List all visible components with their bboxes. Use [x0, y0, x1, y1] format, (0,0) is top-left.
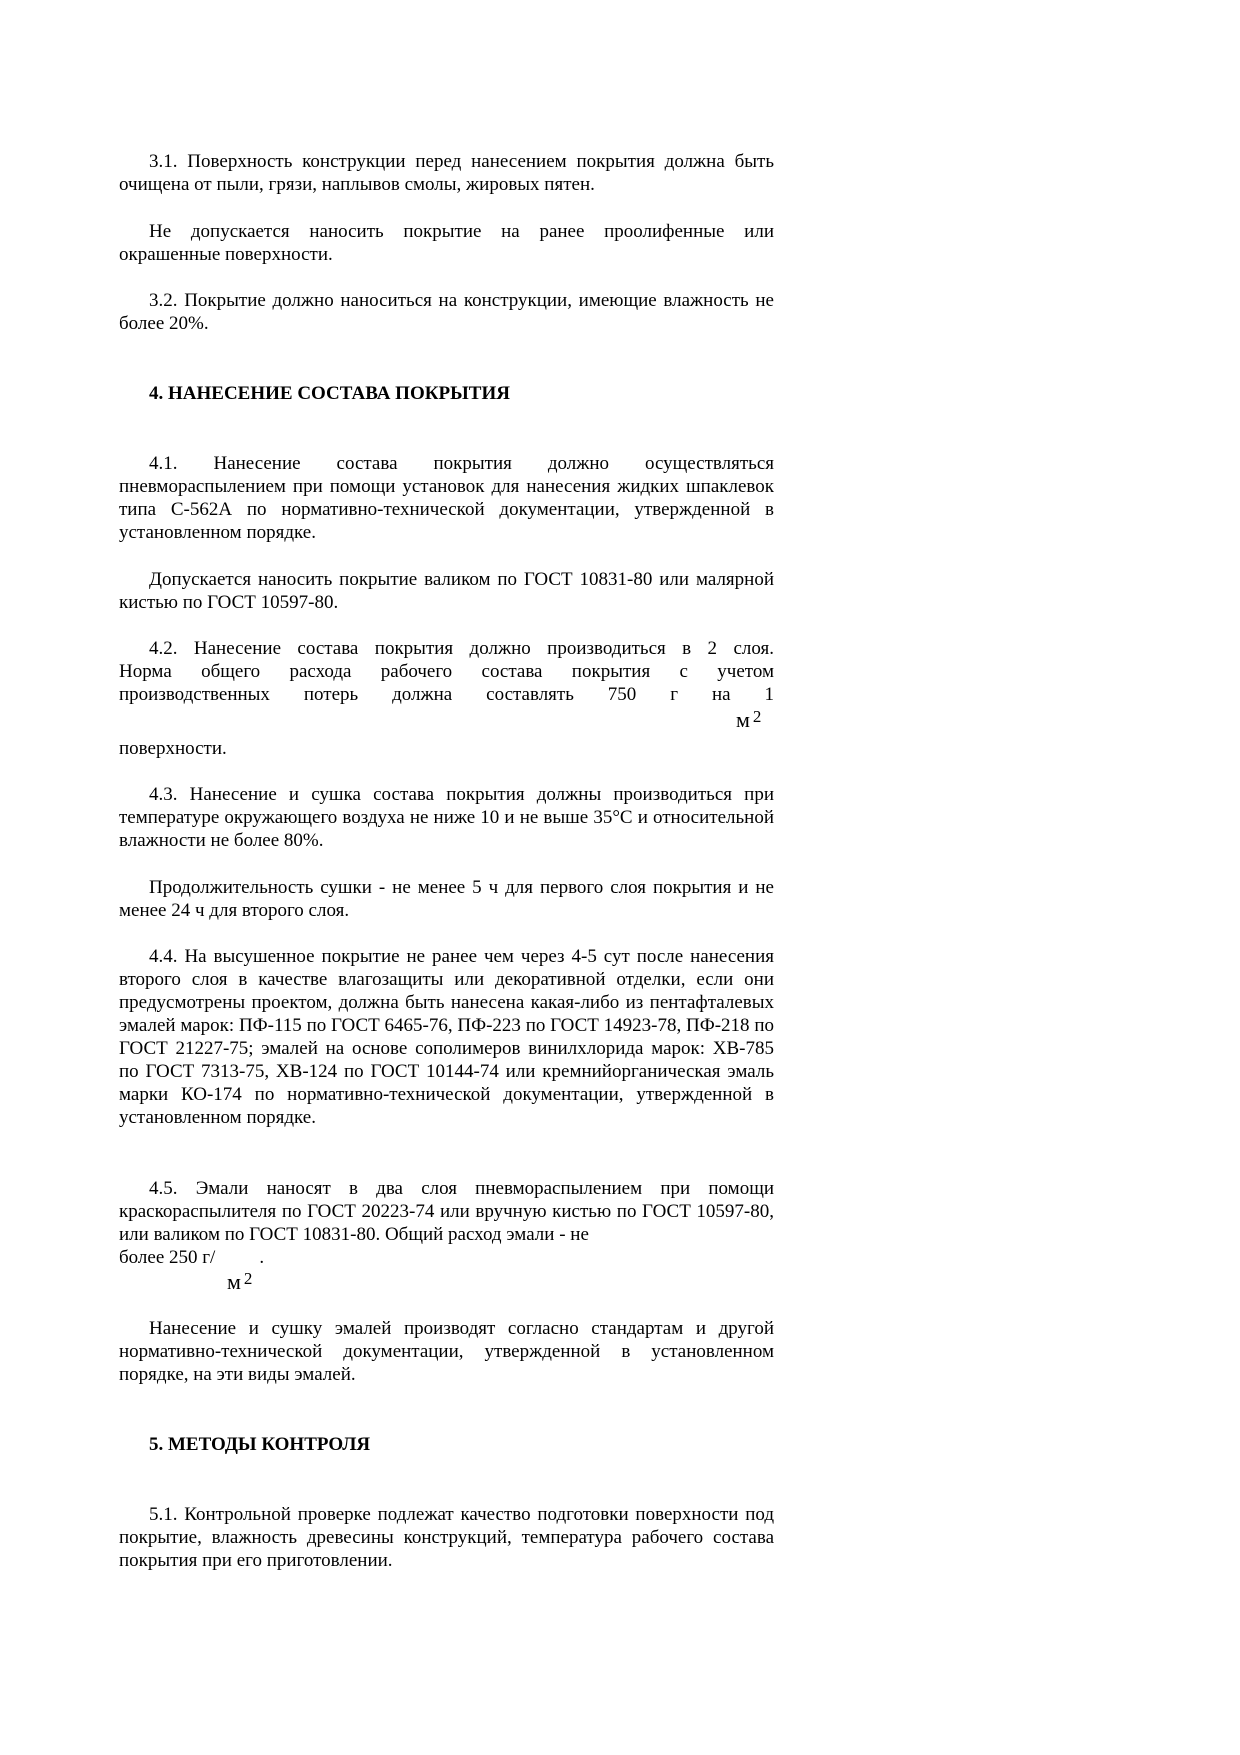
paragraph-4-1: 4.1. Нанесение состава покрытия должно осуществляться пневмораспылением при помощи установок для нанесения жидких шпаклевок типа С-562А по нормативно-технической документации, утвержденной в установленном порядке.: [119, 453, 774, 543]
paragraph-4-1-note: Допускается наносить покрытие валиком по ГОСТ 10831-80 или малярной кистью по ГОСТ 10597-80.: [119, 569, 774, 613]
paragraph-3-1: 3.1. Поверхность конструкции перед нанесением покрытия должна быть очищена от пыли, грязи, наплывов смолы, жировых пятен.: [119, 151, 774, 195]
paragraph-3-1-note: Не допускается наносить покрытие на ранее проолифенные или окрашенные поверхности.: [119, 221, 774, 265]
paragraph-4-5: 4.5. Эмали наносят в два слоя пневмораспылением при помощи краскораспылителя по ГОСТ 20223-74 или вручную кистью по ГОСТ 10597-80, или валиком по ГОСТ 10831-80. Общий расход эмали - не более 250 г/ .: [119, 1178, 774, 1268]
unit-square-meter: м $^2$: [736, 707, 762, 732]
paragraph-4-2-end: поверхности.: [119, 738, 227, 759]
paragraph-4-5-note: Нанесение и сушку эмалей производят согласно стандартам и другой нормативно-технической документации, утвержденной в установленном порядке, на эти виды эмалей.: [119, 1318, 774, 1385]
section-heading-5: 5. МЕТОДЫ КОНТРОЛЯ: [149, 1434, 371, 1455]
unit-square-meter: м $^2$: [227, 1269, 253, 1294]
paragraph-4-2: 4.2. Нанесение состава покрытия должно производиться в 2 слоя. Норма общего расхода рабочего состава покрытия с учетом производственных потерь должна составлять 750 г на 1: [119, 638, 774, 705]
paragraph-4-3: 4.3. Нанесение и сушка состава покрытия должны производиться при температуре окружающего воздуха не ниже 10 и не выше 35°С и относительной влажности не более 80%.: [119, 784, 774, 851]
paragraph-4-3-drying: Продолжительность сушки - не менее 5 ч для первого слоя покрытия и не менее 24 ч для второго слоя.: [119, 877, 774, 921]
paragraph-4-4: 4.4. На высушенное покрытие не ранее чем через 4-5 сут после нанесения второго слоя в качестве влагозащиты или декоративной отделки, если они предусмотрены проектом, должна быть нанесена какая-либо из пентафталевых эмалей марок: ПФ-115 по ГОСТ 6465-76, ПФ-223 по ГОСТ 14923-78, ПФ-218 по ГОСТ 21227-75; эмалей на основе сополимеров винилхлорида марок: ХВ-785 по ГОСТ 7313-75, ХВ-124 по ГОСТ 10144-74 или кремнийорганическая эмаль марки КО-174 по нормативно-технической документации, утвержденной в установленном порядке.: [119, 946, 774, 1128]
section-heading-4: 4. НАНЕСЕНИЕ СОСТАВА ПОКРЫТИЯ: [149, 383, 510, 404]
paragraph-3-2: 3.2. Покрытие должно наноситься на конструкции, имеющие влажность не более 20%.: [119, 290, 774, 334]
paragraph-5-1: 5.1. Контрольной проверке подлежат качество подготовки поверхности под покрытие, влажность древесины конструкций, температура рабочего состава покрытия при его приготовлении.: [119, 1504, 774, 1571]
